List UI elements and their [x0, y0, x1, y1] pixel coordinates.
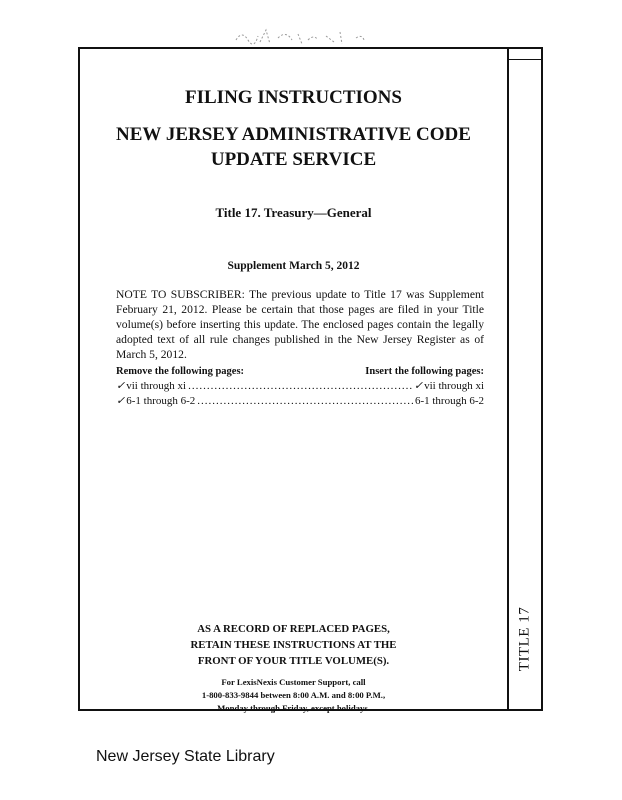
title-line: Title 17. Treasury—General [215, 205, 372, 220]
insert-pages-header: Insert the following pages: [365, 366, 484, 377]
page-row [116, 379, 484, 392]
heading-filing-instructions: FILING INSTRUCTIONS [185, 87, 402, 108]
heading-code-name: NEW JERSEY ADMINISTRATIVE CODE [116, 124, 471, 145]
customer-support [78, 676, 509, 715]
checkmark-icon: ✓ [116, 380, 126, 392]
checkmark-icon: ✓ [413, 380, 424, 392]
side-tab [509, 47, 543, 711]
record-instructions [78, 621, 509, 669]
library-footer: New Jersey State Library [96, 748, 275, 765]
leader-dots [197, 395, 413, 407]
record-line: RETAIN THESE INSTRUCTIONS AT THE [190, 639, 397, 651]
supplement-date: Supplement March 5, 2012 [227, 260, 360, 272]
subscriber-note: NOTE TO SUBSCRIBER: The previous update to Title 17 was Supplement February 21, 2012. Please be certain that those pages are filed in your Title volume(s) before inserting this update. The enclosed pages contain the legally adopted text of all rule changes published in the New Jersey Register as of March 5, 2012. [116, 288, 484, 361]
support-phone-line: 1-800-833-9844 between 8:00 A.M. and 8:00 P.M., [201, 690, 386, 700]
side-tab-label: TITLE 17 [516, 606, 533, 672]
leader-dots [188, 380, 412, 392]
support-line: Monday through Friday, except holidays. [217, 703, 370, 713]
insert-pages-value: 6-1 through 6-2 [414, 395, 484, 407]
remove-pages-value: vii through xi [126, 380, 187, 392]
remove-pages-header: Remove the following pages: [116, 366, 245, 377]
insert-pages-value: vii through xi [424, 380, 484, 392]
handwritten-scribble [228, 22, 378, 50]
record-line: FRONT OF YOUR TITLE VOLUME(S). [197, 655, 390, 667]
side-tab-rule [509, 59, 541, 60]
record-line: AS A RECORD OF REPLACED PAGES, [197, 623, 390, 635]
remove-pages-value: 6-1 through 6-2 [126, 395, 196, 407]
support-line: For LexisNexis Customer Support, call [221, 677, 366, 687]
heading-update-service: UPDATE SERVICE [210, 149, 377, 170]
page-row [116, 394, 484, 407]
checkmark-icon: ✓ [116, 395, 126, 407]
